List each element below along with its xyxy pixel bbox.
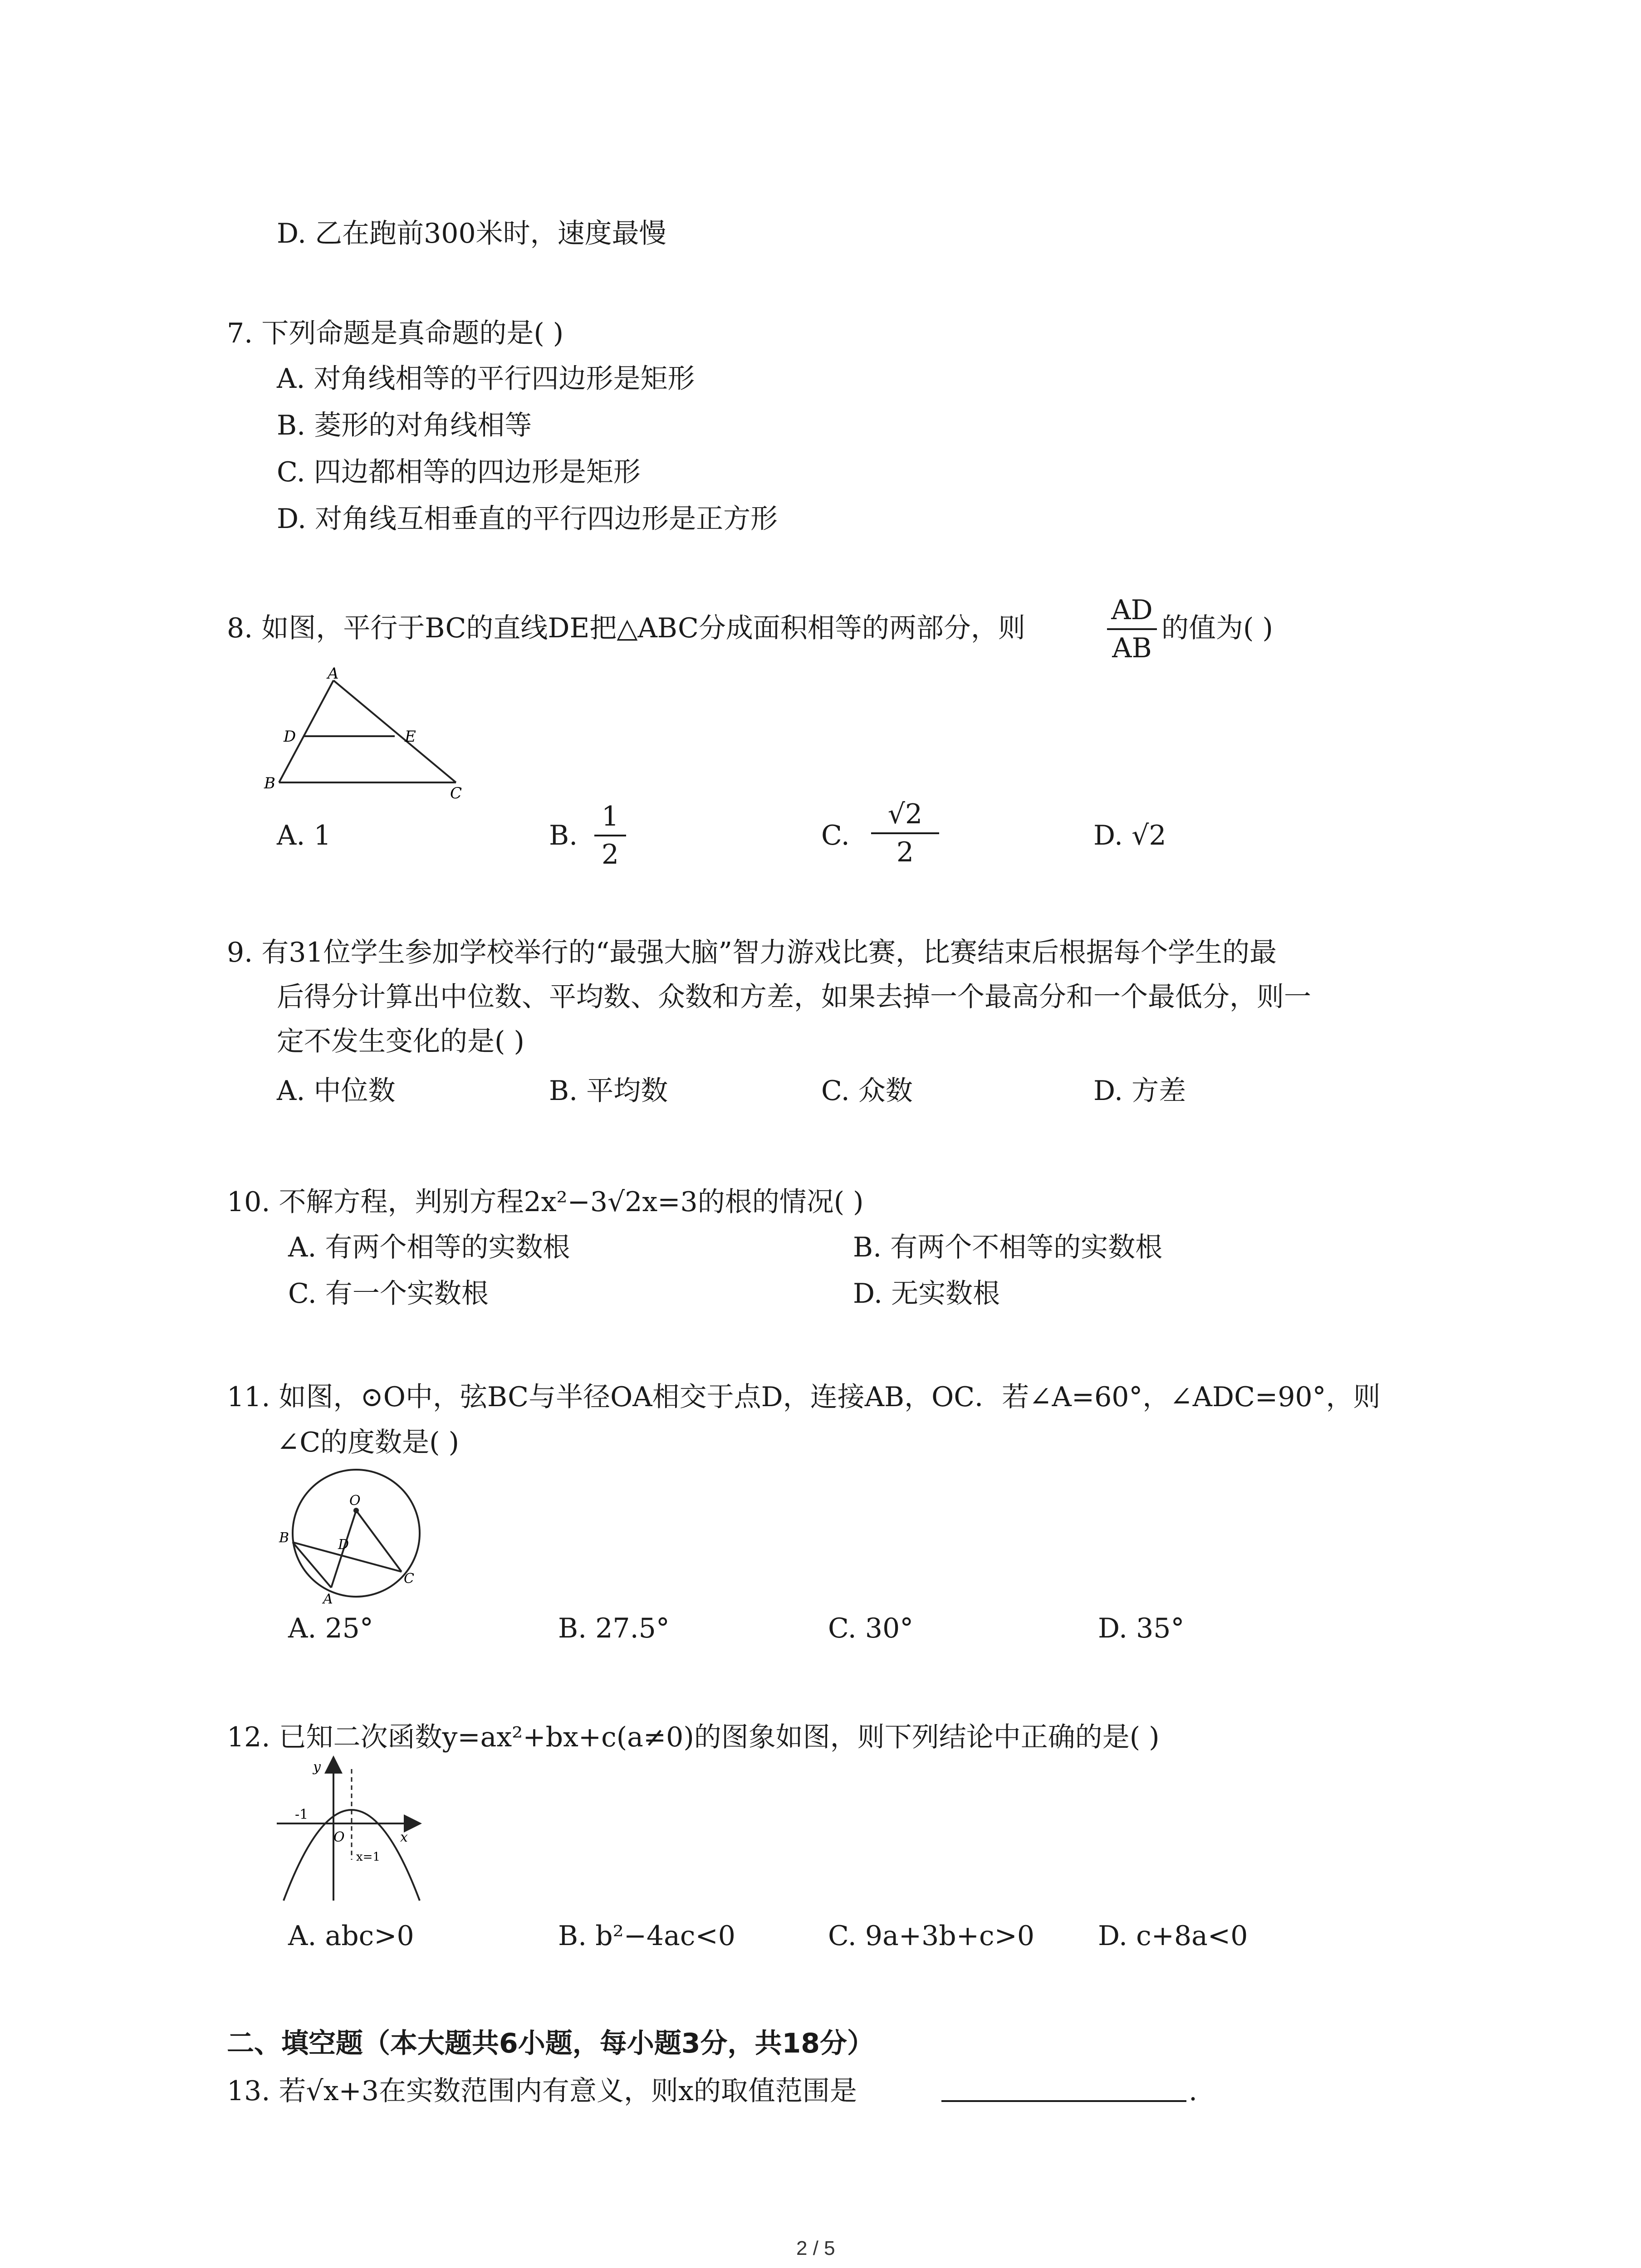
q8-label-e: E <box>405 728 416 746</box>
q8-stem-post: 的值为( ) <box>1161 612 1273 644</box>
q12-option-c: C. 9a+3b+c>0 <box>828 1920 1035 1952</box>
q13-stem-pre: 13. 若√x+3在实数范围内有意义，则x的取值范围是 <box>227 2075 857 2107</box>
q12-parabola-figure <box>268 1755 467 1905</box>
q12-label-x: x <box>400 1829 408 1845</box>
q10-stem: 10. 不解方程，判别方程2x²−3√2x=3的根的情况( ) <box>227 1186 864 1218</box>
q11-option-a: A. 25° <box>288 1613 373 1644</box>
q8-option-b-fraction <box>594 803 626 868</box>
q12-label-axis-of-symmetry: x=1 <box>356 1850 380 1864</box>
q7-option-d: D. 对角线互相垂直的平行四边形是正方形 <box>277 503 778 535</box>
q8-label-d: D <box>284 728 296 746</box>
q10-option-a: A. 有两个相等的实数根 <box>288 1232 570 1263</box>
section-2-heading: 二、填空题（本大题共6小题，每小题3分，共18分） <box>227 2028 874 2059</box>
q11-label-d: D <box>338 1537 349 1553</box>
q11-circle-figure <box>268 1461 431 1610</box>
q7-option-a: A. 对角线相等的平行四边形是矩形 <box>277 363 695 395</box>
q8-option-b-label: B. <box>549 820 578 851</box>
q7-option-b: B. 菱形的对角线相等 <box>277 410 532 441</box>
q8-label-b: B <box>264 774 275 792</box>
q8-option-c-den: 2 <box>896 836 914 868</box>
q9-line-2: 后得分计算出中位数、平均数、众数和方差，如果去掉一个最高分和一个最低分，则一 <box>277 981 1311 1013</box>
q8-option-d: D. √2 <box>1093 820 1166 851</box>
q8-stem-fraction <box>1107 596 1157 662</box>
q12-label-o: O <box>333 1829 345 1845</box>
page-number: 2 / 5 <box>796 2237 835 2259</box>
q11-label-c: C <box>404 1571 414 1587</box>
q8-label-c: C <box>450 784 462 802</box>
q9-line-3: 定不发生变化的是( ) <box>277 1026 524 1057</box>
q9-option-d: D. 方差 <box>1093 1075 1186 1107</box>
q8-stem-pre: 8. 如图，平行于BC的直线DE把△ABC分成面积相等的两部分，则 <box>227 612 1025 644</box>
q13-answer-blank[interactable] <box>941 2100 1186 2102</box>
q8-option-a: A. 1 <box>277 820 331 851</box>
q11-option-d: D. 35° <box>1098 1613 1185 1644</box>
q11-line-1: 11. 如图，⊙O中，弦BC与半径OA相交于点D，连接AB，OC．若∠A=60°，∠ADC=90°，则 <box>227 1381 1381 1413</box>
q12-option-b: B. b²−4ac<0 <box>558 1920 735 1952</box>
fraction-bar <box>1107 628 1157 630</box>
q8-frac-num: AD <box>1111 594 1153 626</box>
q8-frac-den: AB <box>1112 632 1152 664</box>
q9-line-1: 9. 有31位学生参加学校举行的“最强大脑”智力游戏比赛，比赛结束后根据每个学生的最 <box>227 937 1277 968</box>
q7-stem: 7. 下列命题是真命题的是( ) <box>227 318 564 349</box>
q12-stem: 12. 已知二次函数y=ax²+bx+c(a≠0)的图象如图，则下列结论中正确的是( ) <box>227 1721 1160 1753</box>
q8-option-b-den: 2 <box>601 839 619 870</box>
fraction-bar <box>594 835 626 836</box>
q10-option-b: B. 有两个不相等的实数根 <box>853 1232 1163 1263</box>
q11-label-o: O <box>349 1493 361 1509</box>
q10-option-d: D. 无实数根 <box>853 1278 1000 1310</box>
q12-option-d: D. c+8a<0 <box>1098 1920 1248 1952</box>
q9-option-a: A. 中位数 <box>277 1075 396 1107</box>
q11-line-2: ∠C的度数是( ) <box>277 1427 460 1458</box>
q11-label-a: A <box>323 1591 333 1607</box>
q8-option-c-fraction <box>871 798 939 868</box>
q8-option-b-num: 1 <box>601 801 619 832</box>
fraction-bar <box>871 832 939 834</box>
q12-option-a: A. abc>0 <box>288 1920 414 1952</box>
q8-option-c-num: √2 <box>887 798 923 830</box>
q8-label-a: A <box>328 667 339 683</box>
q11-option-c: C. 30° <box>828 1613 914 1644</box>
q10-option-c: C. 有一个实数根 <box>288 1278 489 1310</box>
q12-label-minus-one: -1 <box>295 1807 309 1823</box>
q11-option-b: B. 27.5° <box>558 1613 670 1644</box>
q9-option-c: C. 众数 <box>821 1075 913 1107</box>
q6-option-d: D. 乙在跑前300米时，速度最慢 <box>277 218 666 249</box>
q13-stem-post: . <box>1189 2075 1198 2107</box>
q11-label-b: B <box>279 1530 289 1546</box>
q12-label-y: y <box>313 1759 321 1775</box>
q8-triangle-figure <box>259 667 485 803</box>
q9-option-b: B. 平均数 <box>549 1075 668 1107</box>
q8-option-c-label: C. <box>821 820 850 851</box>
q7-option-c: C. 四边都相等的四边形是矩形 <box>277 456 641 488</box>
